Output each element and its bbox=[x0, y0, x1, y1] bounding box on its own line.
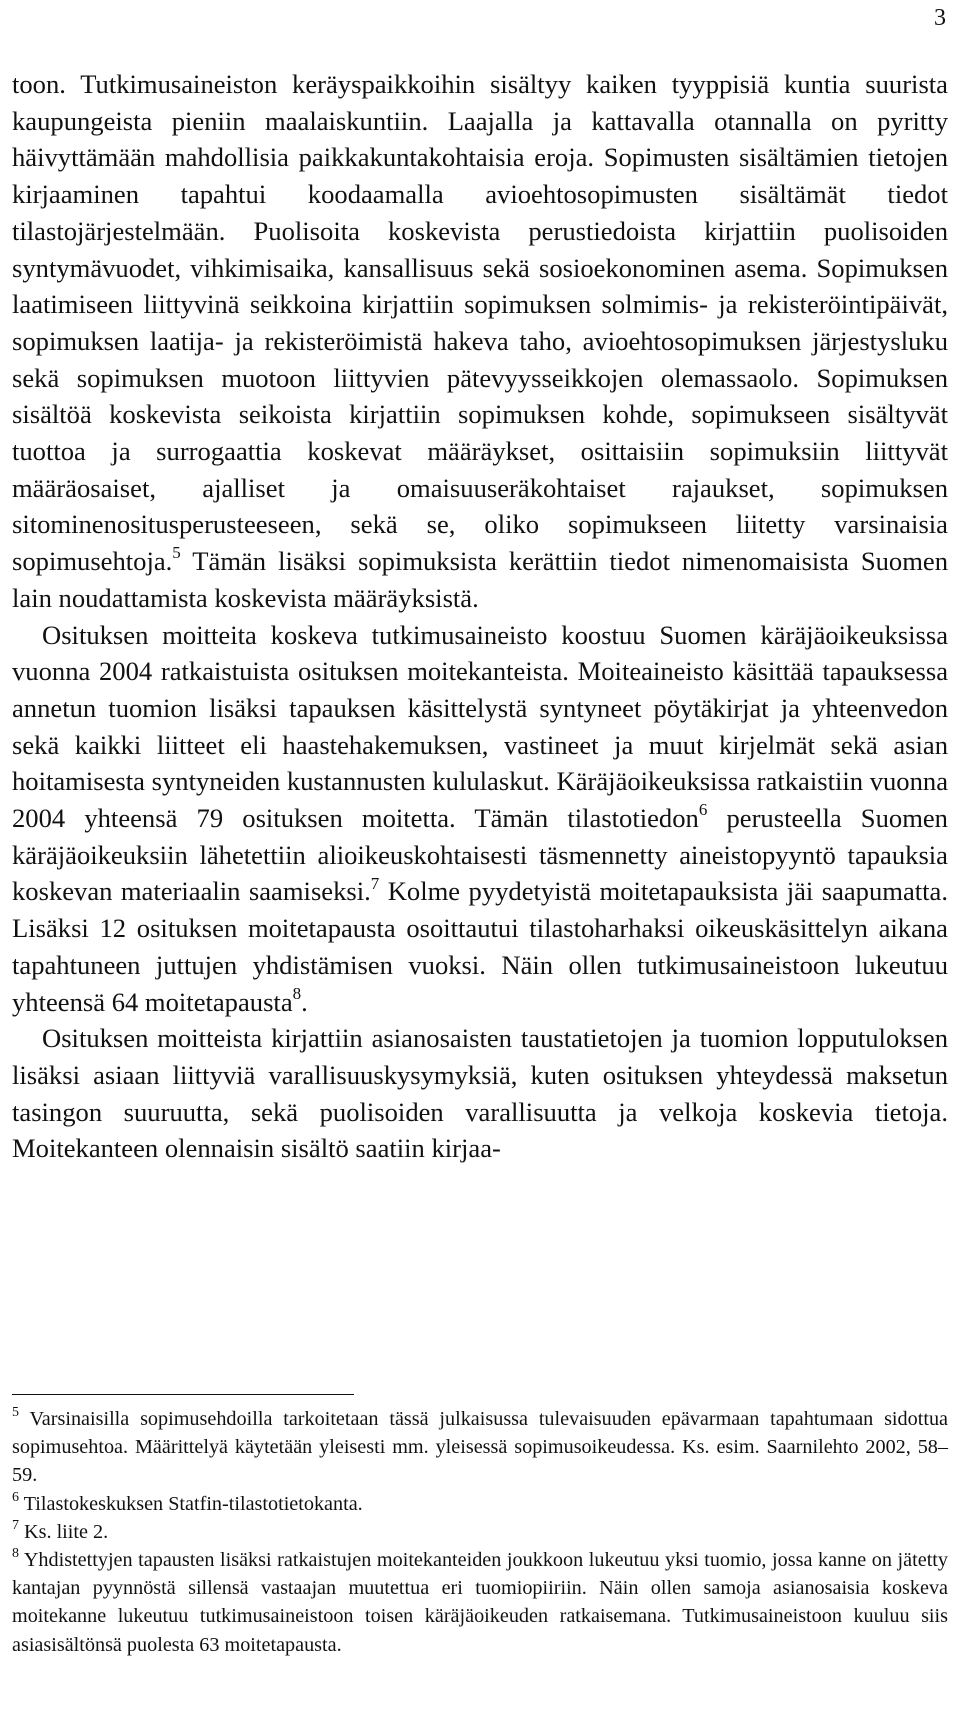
footnote-5-number: 5 bbox=[12, 1405, 19, 1421]
footnote-ref-7: 7 bbox=[370, 873, 380, 893]
footnote-7-number: 7 bbox=[12, 1518, 19, 1534]
footnote-8-text: Yhdistettyjen tapausten lisäksi ratkaistujen moitekanteiden joukkoon lukeutuu yksi tuomio, jossa kanne on jätetty kantajan pyynnöstä sillensä vastaajan muutettua eri tuomiopiiriin. Näin ollen samoja asianosaisia koskeva moitekanne lukeutuu tutkimusaineistoon toisen käräjäoikeuden ratkaisemana. Tutkimusaineistoon kuuluu siis asiasisältönsä puolesta 63 moitetapausta. bbox=[12, 1549, 948, 1656]
footnote-8 bbox=[12, 1546, 948, 1659]
footnote-8-number: 8 bbox=[12, 1546, 19, 1562]
body-text bbox=[12, 66, 948, 1167]
footnotes bbox=[12, 1405, 948, 1659]
footnote-6 bbox=[12, 1490, 948, 1518]
paragraph-1-text-a: toon. Tutkimusaineiston keräyspaikkoihin sisältyy kaiken tyyppisiä kuntia suurista kaupungeista pieniin maalaiskuntiin. Laajalla ja kattavalla otannalla on pyritty häivyttämään mahdollisia paikkakuntakohtaisia eroja. Sopimusten sisältämien tietojen kirjaaminen tapahtui koodaamalla avioehtosopimusten sisältämät tiedot tilastojärjestelmään. Puolisoita koskevista perustiedoista kirjattiin puolisoiden syntymävuodet, vihkimisaika, kansallisuus sekä sosioekonominen asema. Sopimuksen laatimiseen liittyvinä seikkoina kirjattiin sopimuksen solmimis- ja rekisteröintipäivät, sopimuksen laatija- ja rekisteröimistä hakeva taho, avioehtosopimuksen järjestysluku sekä sopimuksen muotoon liittyvien pätevyysseikkojen olemassaolo. Sopimuksen sisältöä koskevista seikoista kirjattiin sopimuksen kohde, sopimukseen sisältyvät tuottoa ja surrogaattia koskevat määräykset, osittaisiin sopimuksiin liittyvät määräosaiset, ajalliset ja omaisuuseräkohtaiset rajaukset, sopimuksen sitominenositusperusteeseen, sekä se, oliko sopimukseen liitetty varsinaisia sopimusehtoja. bbox=[12, 69, 948, 577]
paragraph-2 bbox=[12, 617, 948, 1021]
footnote-5-text: Varsinaisilla sopimusehdoilla tarkoitetaan tässä julkaisussa tulevaisuuden epävarmaan tapahtumaan sidottua sopimusehtoa. Määrittelyä käytetään yleisesti mm. yleisessä sopimusoikeudessa. Ks. esim. Saarnilehto 2002, 58‒59. bbox=[12, 1408, 948, 1487]
footnote-ref-8: 8 bbox=[292, 983, 302, 1003]
paragraph-2-text-b: perusteella Suomen käräjäoikeuksiin lähetettiin alioikeuskohtaisesti täsmennetty aineistopyyntö tapauksia koskevan materiaalin saamiseksi. bbox=[12, 803, 948, 907]
page-number: 3 bbox=[934, 5, 946, 31]
footnote-6-number: 6 bbox=[12, 1489, 19, 1505]
footnote-7 bbox=[12, 1518, 948, 1546]
footnote-ref-6: 6 bbox=[698, 800, 708, 820]
paragraph-1 bbox=[12, 66, 948, 617]
footnote-5 bbox=[12, 1405, 948, 1490]
paragraph-3-text: Osituksen moitteista kirjattiin asianosaisten taustatietojen ja tuomion lopputuloksen lisäksi asiaan liittyviä varallisuuskysymyksiä, kuten osituksen yhteydessä maksetun tasingon suuruutta, sekä puolisoiden varallisuutta ja velkoja koskevia tietoja. Moitekanteen olennaisin sisältö saatiin kirjaa- bbox=[12, 1023, 948, 1164]
footnote-7-text: Ks. liite 2. bbox=[19, 1520, 109, 1543]
footnote-divider bbox=[12, 1394, 354, 1395]
footnote-6-text: Tilastokeskuksen Statfin-tilastotietokanta. bbox=[19, 1492, 363, 1515]
document-page bbox=[12, 0, 948, 1711]
paragraph-2-text-d: . bbox=[301, 986, 308, 1017]
paragraph-3 bbox=[12, 1020, 948, 1167]
paragraph-2-text-a: Osituksen moitteita koskeva tutkimusaineisto koostuu Suomen käräjäoikeuksissa vuonna 2004 ratkaistuista osituksen moitekanteista. Moiteaineisto käsittää tapauksessa annetun tuomion lisäksi tapauksen käsittelystä syntyneet pöytäkirjat ja yhteenvedon sekä kaikki liitteet eli haastehakemuksen, vastineet ja muut kirjelmät sekä asian hoitamisesta syntyneiden kustannusten kululaskut. Käräjäoikeuksissa ratkaistiin vuonna 2004 yhteensä 79 osituksen moitetta. Tämän tilastotiedon bbox=[12, 619, 948, 834]
paragraph-2-text-c: Kolme pyydetyistä moitetapauksista jäi saapumatta. Lisäksi 12 osituksen moitetapausta osoittautui tilastoharhaksi oikeuskäsittelyn aikana tapahtuneen juttujen yhdistämisen vuoksi. Näin ollen tutkimusaineistoon lukeutuu yhteensä 64 moitetapausta bbox=[12, 876, 948, 1017]
paragraph-1-text-b: Tämän lisäksi sopimuksista kerättiin tiedot nimenomaisista Suomen lain noudattamista koskevista määräyksistä. bbox=[12, 546, 948, 613]
footnote-ref-5: 5 bbox=[172, 543, 181, 563]
